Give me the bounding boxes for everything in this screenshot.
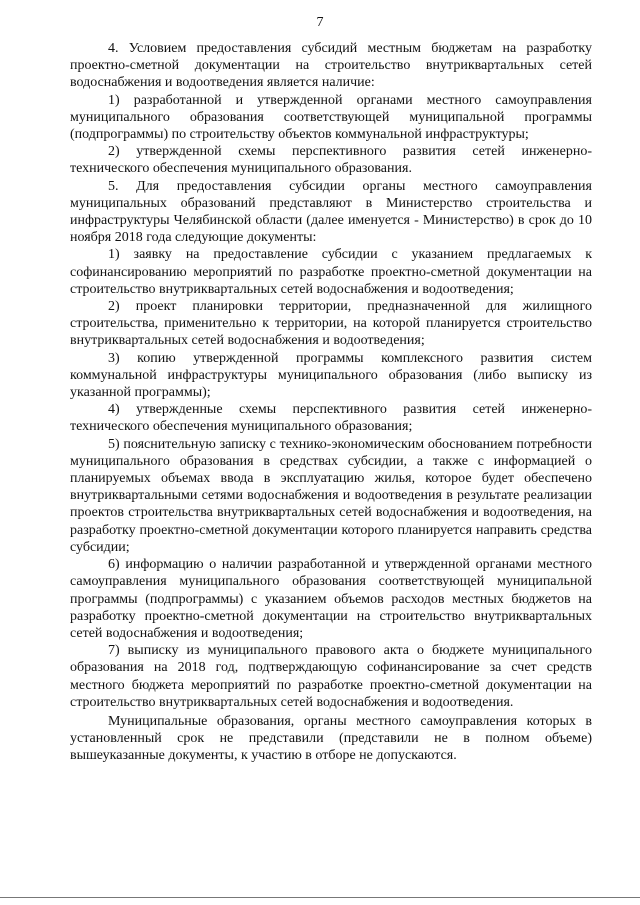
document-body [70,40,592,765]
paragraph-closing: Муниципальные образования, органы местного самоуправления которых в установленный срок не представили (представили не в полном объеме) вышеуказанные документы, к участию в отборе не допускаются. [70,713,592,764]
paragraph-item-5-3: 3) копию утвержденной программы комплексного развития систем коммунальной инфраструктуры муниципального образования (либо выписку из указанной программы); [70,350,592,401]
paragraph-item-5-4: 4) утвержденные схемы перспективного развития сетей инженерно-технического обеспечения муниципального образования; [70,402,592,435]
paragraph-item-5-7: 7) выписку из муниципального правового акта о бюджете муниципального образования на 2018 год, подтверждающую софинансирование за счет средств местного бюджета мероприятий по разработке проектно-сметной документации на строительство внутриквартальных сетей водоснабжения и водоотведения. [70,643,592,710]
paragraph-item-5-1: 1) заявку на предоставление субсидии с указанием предлагаемых к софинансированию мероприятий по разработке проектно-сметной документации на строительство внутриквартальных сетей водоснабжения и водоотведения; [70,247,592,297]
paragraph-item-4: 4. Условием предоставления субсидий местным бюджетам на разработку проектно-сметной документации на строительство внутриквартальных сетей водоснабжения и водоотведения является наличие: [70,41,592,91]
bottom-rule [0,897,640,898]
paragraph-item-4-2: 2) утвержденной схемы перспективного развития сетей инженерно-технического обеспечения муниципального образования. [70,144,592,177]
paragraph-item-5: 5. Для предоставления субсидии органы местного самоуправления муниципальных образований представляют в Министерство строительства и инфраструктуры Челябинской области (далее именуется - Министерство) в срок до 10 ноября 2018 года следующие документы: [70,178,592,246]
paragraph-item-5-5: 5) пояснительную записку с технико-экономическим обоснованием потребности муниципального образования в средствах субсидии, а также с информацией о планируемых объемах ввода в эксплуатацию жилья, которое будет обеспечено внутриквартальными сетями водоснабжения и водоотведения в результате реализации проектов строительства внутриквартальных сетей водоснабжения и водоотведения, на разработку проектно-сметной документации которого планируется направить средства субсидии; [70,436,592,555]
page-number: 7 [316,15,324,30]
paragraph-item-4-1: 1) разработанной и утвержденной органами местного самоуправления муниципального образования соответствующей муниципальной программы (подпрограммы) по строительству объектов коммунальной инфраструктуры; [70,92,592,143]
paragraph-item-5-2: 2) проект планировки территории, предназначенной для жилищного строительства, применительно к территории, на которой планируется строительство внутриквартальных сетей водоснабжения и водоотведения; [70,299,592,349]
paragraph-item-5-6: 6) информацию о наличии разработанной и утвержденной органами местного самоуправления муниципального образования соответствующей муниципальной программы (подпрограммы) с указанием объемов расходов местных бюджетов на разработку проектно-сметной документации на строительство внутриквартальных сетей водоснабжения и водоотведения; [70,557,592,641]
